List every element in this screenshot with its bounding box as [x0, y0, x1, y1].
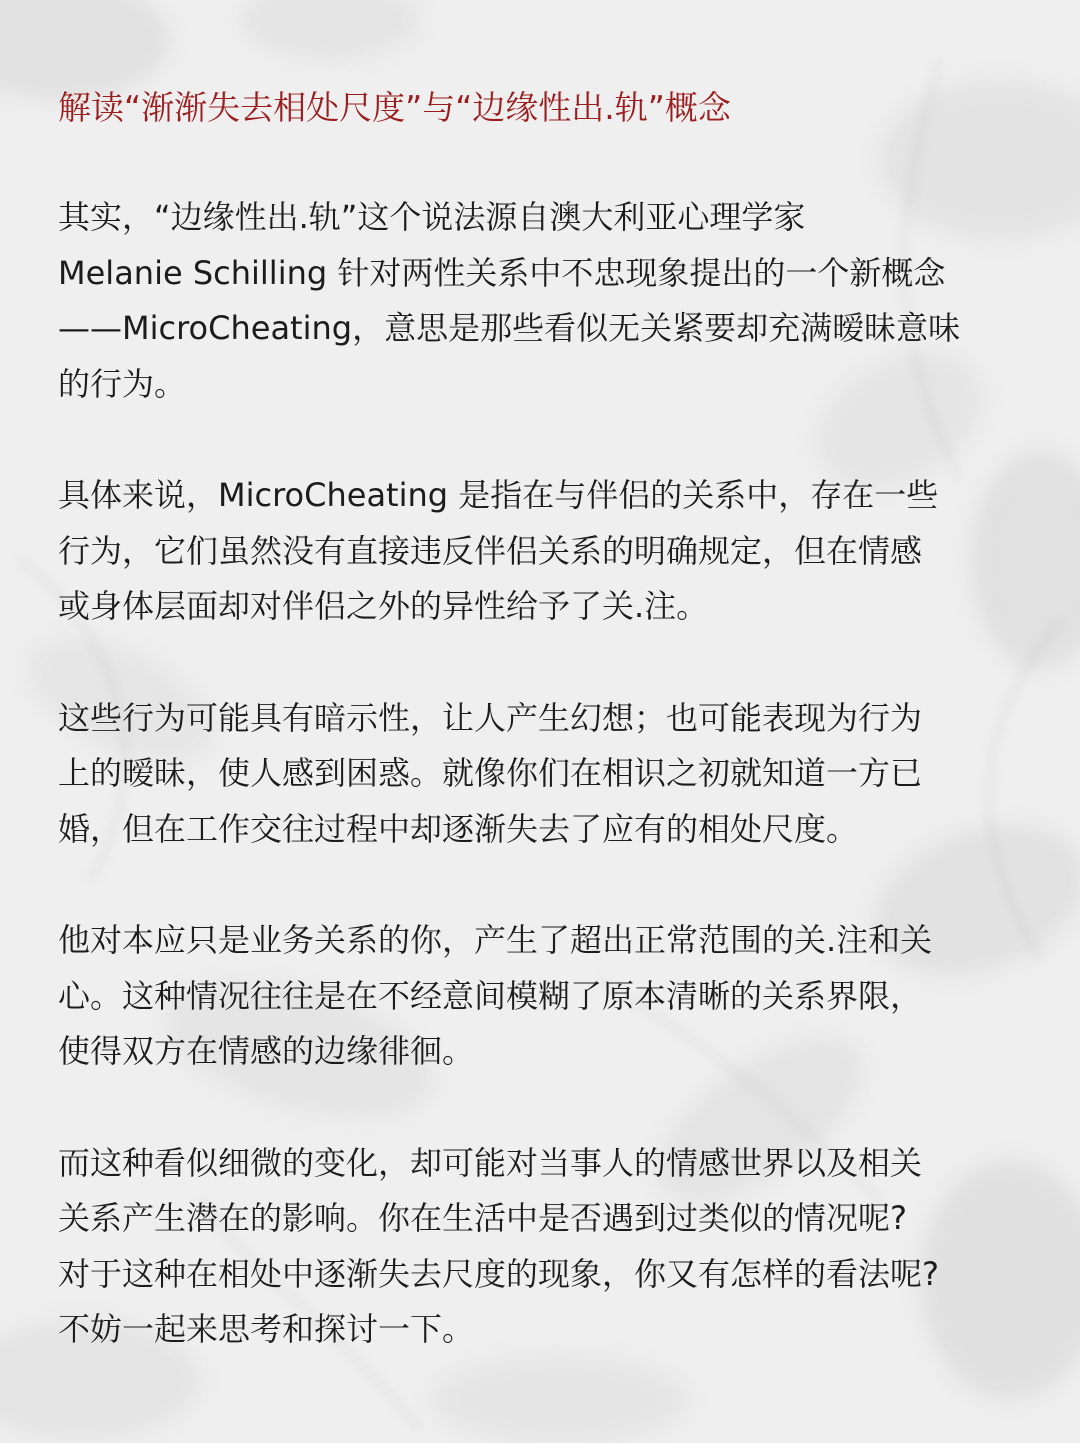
- paragraph-line: 心。这种情况往往是在不经意间模糊了原本清晰的关系界限，: [58, 976, 923, 1015]
- paragraph-line: 对于这种在相处中逐渐失去尺度的现象，你又有怎样的看法呢?: [58, 1254, 939, 1293]
- article: [58, 80, 1026, 1414]
- paragraph-line: 婚，但在工作交往过程中却逐渐失去了应有的相处尺度。: [58, 809, 859, 848]
- paragraph-line: 具体来说，MicroCheating 是指在与伴侣的关系中，存在一些: [58, 476, 939, 514]
- paragraph-1: [58, 190, 1026, 412]
- paragraph-line: 的行为。: [58, 364, 187, 403]
- paragraph-line: ——MicroCheating，意思是那些看似无关紧要却充满暧昧意味: [58, 309, 961, 347]
- paragraph-line: 关系产生潜在的影响。你在生活中是否遇到过类似的情况呢?: [58, 1199, 907, 1237]
- paragraph-line: 或身体层面却对伴侣之外的异性给予了关.注。: [58, 587, 709, 625]
- paragraph-4: [58, 913, 1026, 1080]
- paragraph-line: 不妨一起来思考和探讨一下。: [58, 1310, 475, 1348]
- paragraph-line: 行为，它们虽然没有直接违反伴侣关系的明确规定，但在情感: [58, 531, 923, 570]
- paragraph-line: 他对本应只是业务关系的你，产生了超出正常范围的关.注和关: [58, 921, 933, 959]
- paragraph-line: 使得双方在情感的边缘徘徊。: [58, 1032, 475, 1070]
- paragraph-line: 这些行为可能具有暗示性，让人产生幻想；也可能表现为行为: [58, 698, 923, 737]
- article-heading: 解读“渐渐失去相处尺度”与“边缘性出.轨”概念: [58, 88, 731, 127]
- paragraph-2: [58, 468, 1026, 635]
- paragraph-5: [58, 1136, 1026, 1358]
- paragraph-line: 而这种看似细微的变化，却可能对当事人的情感世界以及相关: [58, 1143, 923, 1182]
- paragraph-line: 上的暧昧，使人感到困惑。就像你们在相识之初就知道一方已: [58, 754, 923, 792]
- paragraph-line: Melanie Schilling 针对两性关系中不忠现象提出的一个新概念: [58, 253, 946, 292]
- paragraph-3: [58, 691, 1026, 858]
- paragraph-line: 其实，“边缘性出.轨”这个说法源自澳大利亚心理学家: [58, 198, 806, 236]
